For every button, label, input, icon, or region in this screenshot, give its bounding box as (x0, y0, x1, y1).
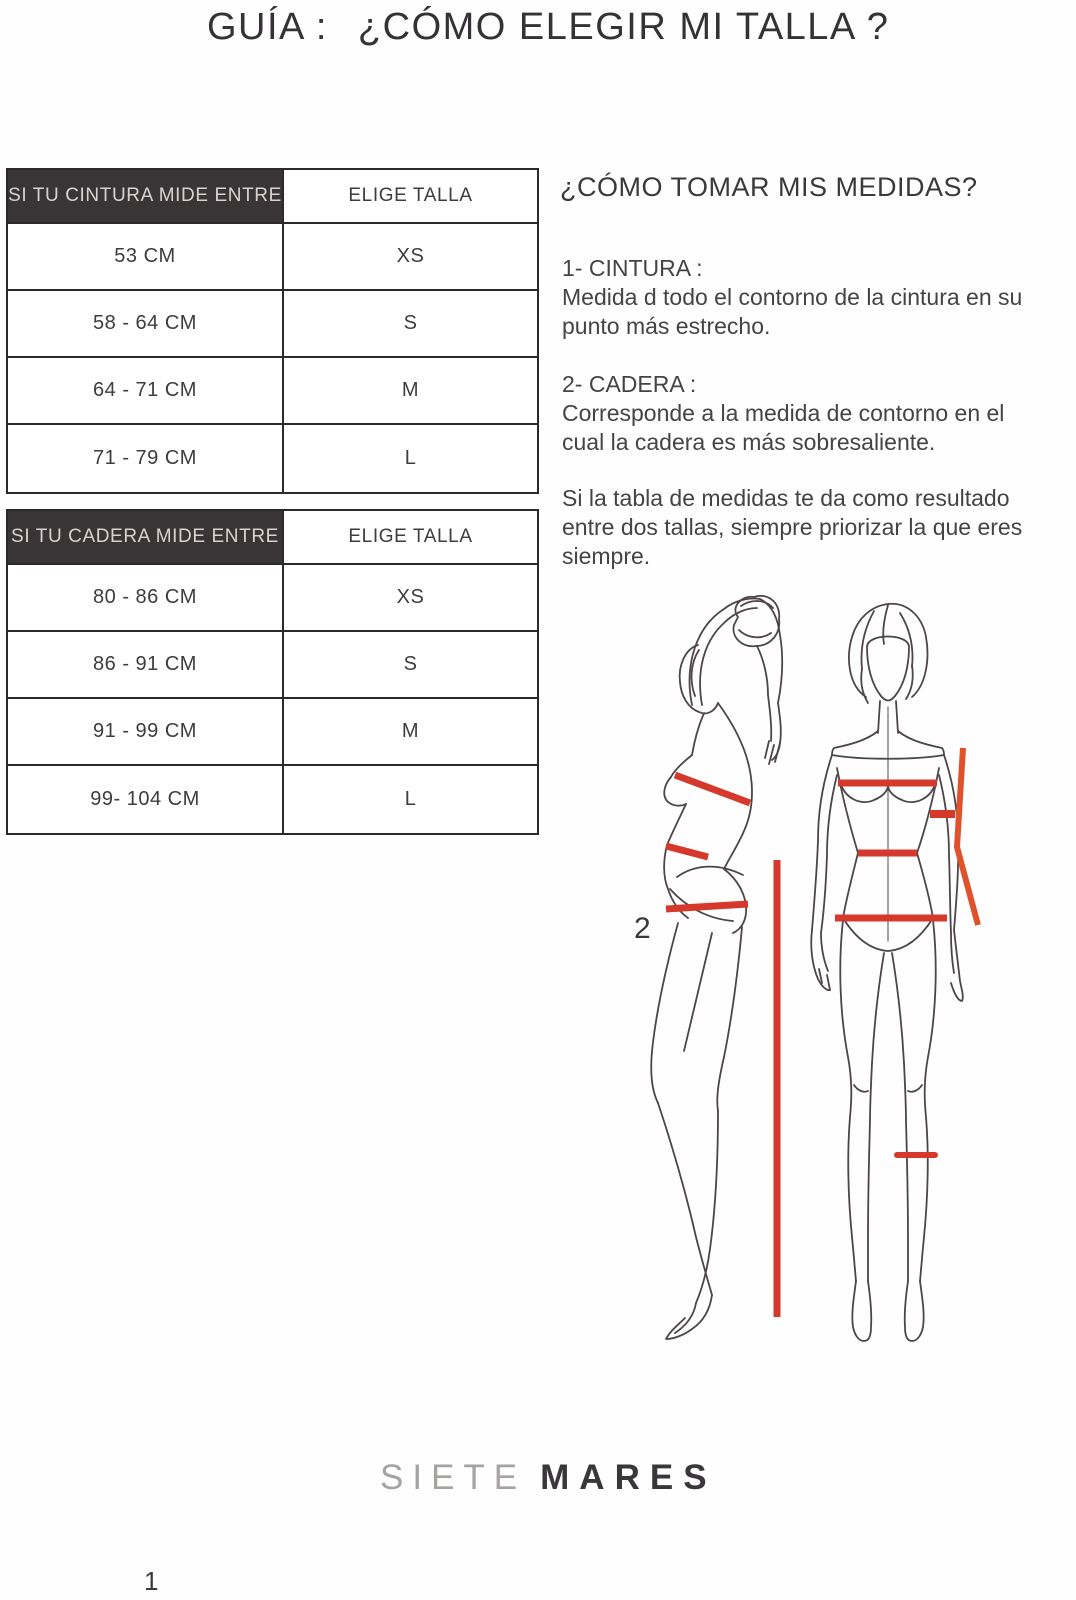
table-cell-size: XS (284, 565, 537, 632)
waist-table-measure-header: SI TU CINTURA MIDE ENTRE (8, 170, 284, 224)
title-main: ¿CÓMO ELEGIR MI TALLA ? (357, 6, 890, 48)
table-cell-measure: 71 - 79 CM (8, 425, 284, 492)
table-cell-size: L (284, 425, 537, 492)
instruction-waist-title: 1- CINTURA : (562, 255, 703, 281)
instruction-hip (562, 370, 1032, 457)
page-number: 1 (144, 1566, 159, 1596)
instruction-hip-body: Corresponde a la medida de contorno en el cual la cadera es más sobresaliente. (562, 400, 1005, 455)
page-title (207, 6, 889, 49)
side-figure-sketch (651, 596, 782, 1339)
table-cell-measure: 80 - 86 CM (8, 565, 284, 632)
instruction-waist-body: Medida d todo el contorno de la cintura en su punto más estrecho. (562, 284, 1023, 339)
table-cell-measure: 99- 104 CM (8, 766, 284, 833)
front-figure-sketch (811, 604, 963, 1341)
instructions-heading: ¿CÓMO TOMAR MIS MEDIDAS? (560, 172, 978, 202)
size-tables (6, 168, 539, 835)
brand-logo-mares: MARES (540, 1458, 717, 1497)
brand-logo-siete: SIETE (380, 1458, 527, 1497)
measurement-figures-illustration (600, 585, 1000, 1360)
table-cell-size: XS (284, 224, 537, 291)
hip-table-measure-header: SI TU CADERA MIDE ENTRE (8, 511, 284, 565)
waist-table-size-header: ELIGE TALLA (284, 170, 537, 224)
table-cell-measure: 58 - 64 CM (8, 291, 284, 358)
instruction-hip-title: 2- CADERA : (562, 371, 697, 397)
waist-size-table (6, 168, 539, 494)
table-cell-measure: 53 CM (8, 224, 284, 291)
hip-measure-number-label: 2 (634, 912, 651, 945)
instruction-waist (562, 254, 1032, 341)
table-cell-size: M (284, 699, 537, 766)
title-prefix: GUÍA : (207, 6, 328, 48)
table-cell-measure: 86 - 91 CM (8, 632, 284, 699)
table-cell-size: S (284, 632, 537, 699)
table-cell-size: L (284, 766, 537, 833)
hip-table-size-header: ELIGE TALLA (284, 511, 537, 565)
brand-logo (380, 1458, 717, 1498)
table-cell-size: M (284, 358, 537, 425)
table-cell-measure: 91 - 99 CM (8, 699, 284, 766)
hip-size-table (6, 509, 539, 835)
instruction-note: Si la tabla de medidas te da como resultado entre dos tallas, siempre priorizar la que eres siempre. (562, 485, 1023, 569)
table-cell-size: S (284, 291, 537, 358)
table-cell-measure: 64 - 71 CM (8, 358, 284, 425)
